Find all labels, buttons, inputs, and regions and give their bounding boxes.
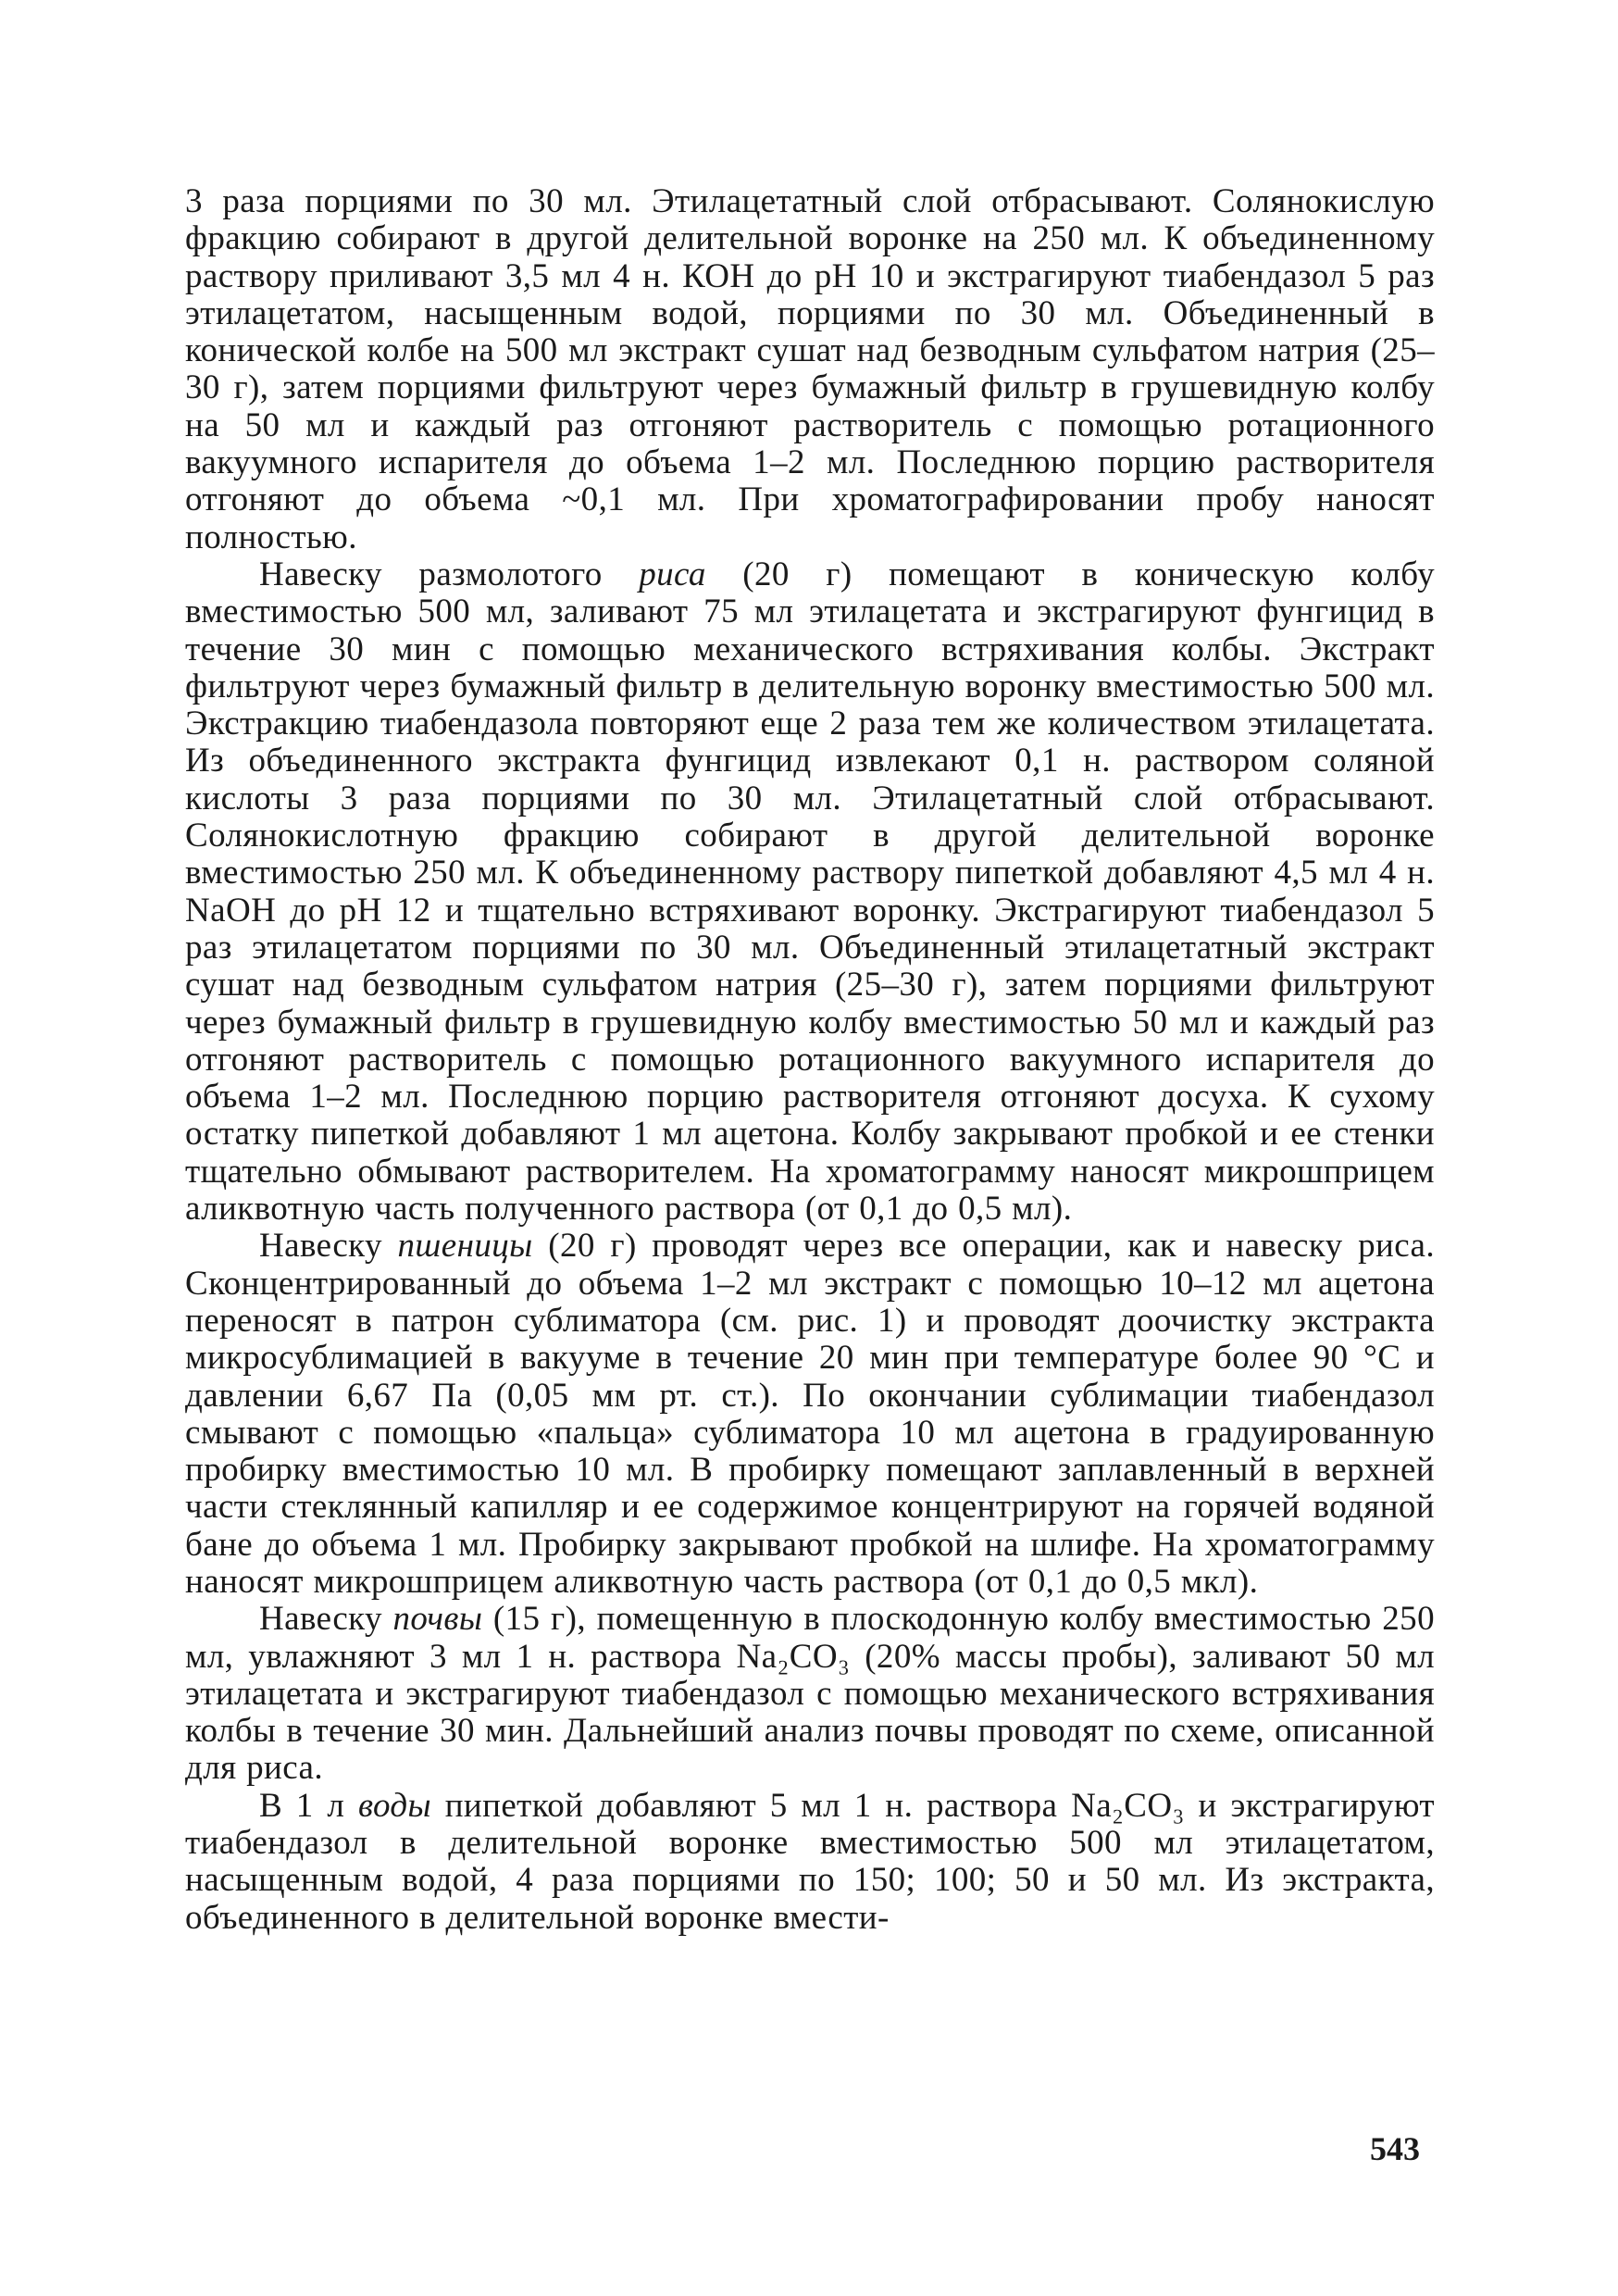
paragraph-soil	[185, 1601, 1435, 1787]
page-body	[185, 183, 1435, 1937]
paragraph-soil-body: (15 г), помещенную в плоскодонную колбу вместимостью 250 мл, увлажняют 3 мл 1 н. раствора Na₂CO₃ (20% массы пробы), заливают 50 мл этилацетата и экстрагируют тиабендазол с помощью механического встряхивания колбы в течение 30 мин. Дальнейший анализ почвы проводят по схеме, описанной для риса.	[185, 1600, 1435, 1788]
paragraph-rice	[185, 556, 1435, 1228]
paragraph-1	[185, 183, 1435, 556]
paragraph-wheat	[185, 1228, 1435, 1601]
term-rice: риса	[639, 555, 706, 593]
paragraph-wheat-lead: Навеску	[259, 1227, 398, 1266]
paragraph-water-lead: В 1 л	[259, 1786, 359, 1825]
paragraph-rice-body: (20 г) помещают в коническую колбу вместимостью 500 мл, заливают 75 мл этилацетата и экстрагируют фунгицид в течение 30 мин с помощью механического встряхивания колбы. Экстракт фильтруют через бумажный фильтр в делительную воронку вместимостью 500 мл. Экстракцию тиабендазола повторяют еще 2 раза тем же количеством этилацетата. Из объединенного экстракта фунгицид извлекают 0,1 н. раствором соляной кислоты 3 раза порциями по 30 мл. Этилацетатный слой отбрасывают. Солянокислотную фракцию собирают в другой делительной воронке вместимостью 250 мл. К объединенному раствору пипеткой добавляют 4,5 мл 4 н. NaOH до pH 12 и тщательно встряхивают воронку. Экстрагируют тиабендазол 5 раз этилацетатом порциями по 30 мл. Объединенный этилацетатный экстракт сушат над безводным сульфатом натрия (25–30 г), затем порциями фильтруют через бумажный фильтр в грушевидную колбу вместимостью 50 мл и каждый раз отгоняют растворитель с помощью ротационного вакуумного испарителя до объема 1–2 мл. Последнюю порцию растворителя отгоняют досуха. К сухому остатку пипеткой добавляют 1 мл ацетона. Колбу закрывают пробкой и ее стенки тщательно обмывают растворителем. На хроматограмму наносят микрошприцем аликвотную часть полученного раствора (от 0,1 до 0,5 мл).	[185, 555, 1436, 1229]
page-number: 543	[1370, 2130, 1420, 2167]
paragraph-rice-lead: Навеску размолотого	[259, 555, 640, 593]
term-wheat: пшеницы	[397, 1227, 533, 1266]
term-soil: почвы	[392, 1600, 483, 1639]
paragraph-water	[185, 1788, 1435, 1937]
paragraph-water-body: пипеткой добавляют 5 мл 1 н. раствора Na₂CO₃ и экстрагируют тиабендазол в делительной воронке вместимостью 500 мл этилацетатом, насыщенным водой, 4 раза порциями по 150; 100; 50 и 50 мл. Из экстракта, объединенного в делительной воронке вмести-	[185, 1786, 1435, 1937]
paragraph-soil-lead: Навеску	[259, 1600, 393, 1639]
term-water: воды	[358, 1786, 431, 1825]
paragraph-wheat-body: (20 г) проводят через все операции, как и навеску риса. Сконцентрированный до объема 1–2 мл экстракт с помощью 10–12 мл ацетона переносят в патрон сублиматора (см. рис. 1) и проводят доочистку экстракта микросублимацией в вакууме в течение 20 мин при температуре более 90 °С и давлении 6,67 Па (0,05 мм рт. ст.). По окончании сублимации тиабендазол смывают с помощью «пальца» сублиматора 10 мл ацетона в градуированную пробирку вместимостью 10 мл. В пробирку помещают заплавленный в верхней части стеклянный капилляр и ее содержимое концентрируют на горячей водяной бане до объема 1 мл. Пробирку закрывают пробкой на шлифе. На хроматограмму наносят микрошприцем аликвотную часть раствора (от 0,1 до 0,5 мкл).	[185, 1227, 1435, 1601]
paragraph-1-text: 3 раза порциями по 30 мл. Этилацетатный слой отбрасывают. Солянокислую фракцию собирают в другой делительной воронке на 250 мл. К объединенному раствору приливают 3,5 мл 4 н. КОН до pH 10 и экстрагируют тиабендазол 5 раз этилацетатом, насыщенным водой, порциями по 30 мл. Объединенный в конической колбе на 500 мл экстракт сушат над безводным сульфатом натрия (25–30 г), затем порциями фильтруют через бумажный фильтр в грушевидную колбу на 50 мл и каждый раз отгоняют растворитель с помощью ротационного вакуумного испарителя до объема 1–2 мл. Последнюю порцию растворителя отгоняют до объема ~0,1 мл. При хроматографировании пробу наносят полностью.	[185, 182, 1435, 556]
